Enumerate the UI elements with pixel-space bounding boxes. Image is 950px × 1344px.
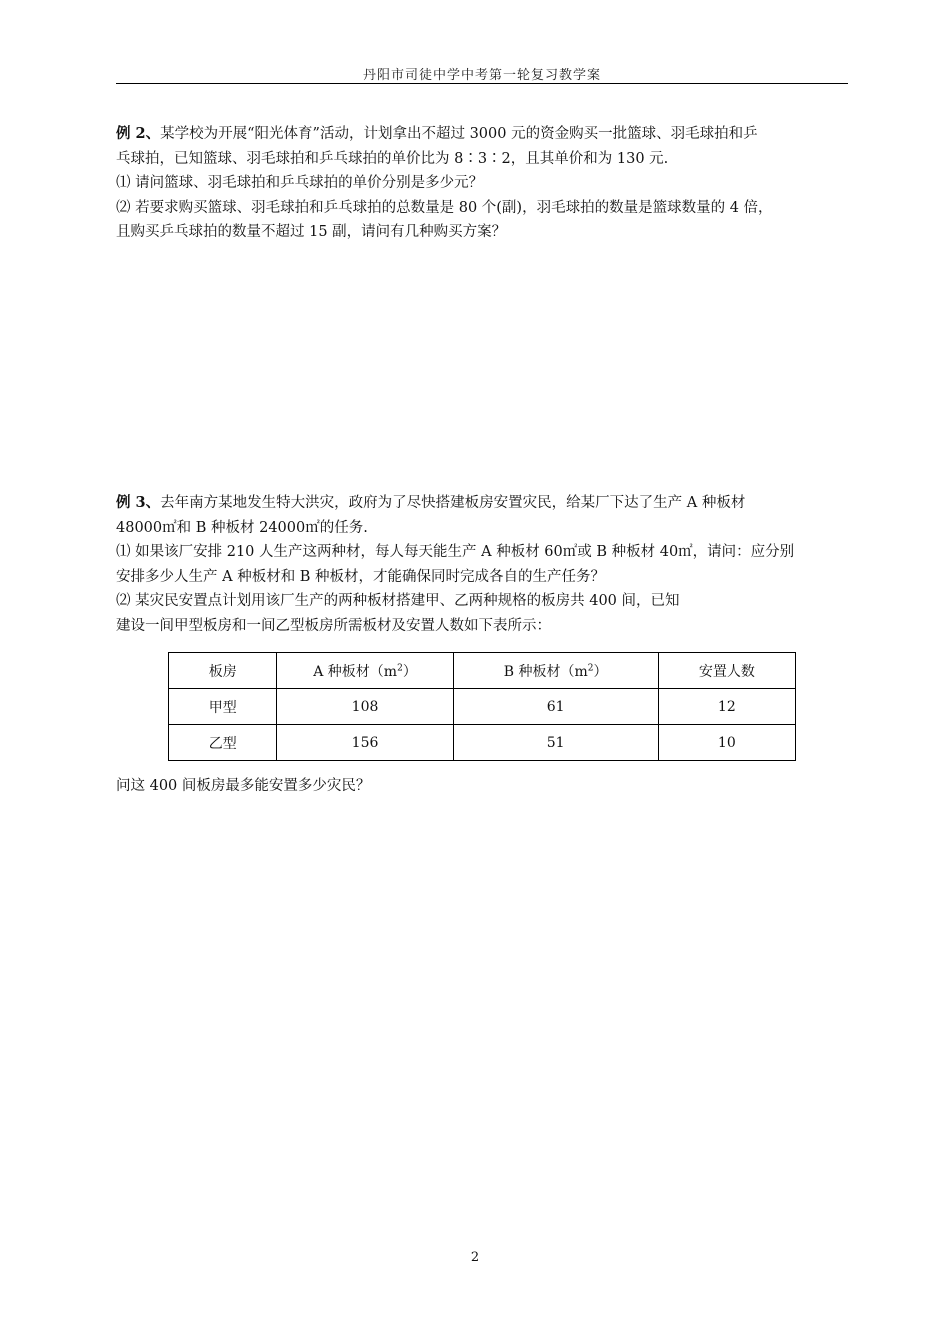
unit-close: ） <box>402 663 417 680</box>
example-2-question-1: ⑴ 请问篮球、羽毛球拍和乒乓球拍的单价分别是多少元？ <box>116 175 484 191</box>
table-cell: 10 <box>658 725 795 761</box>
example-2-label: 例 2、 <box>116 125 161 142</box>
page-number: 2 <box>470 1250 480 1265</box>
table-header-row <box>169 653 796 689</box>
header-text: A 种板材（m <box>313 663 398 680</box>
table-cell: 甲型 <box>169 689 277 725</box>
example-3-question-2-cont: 建设一间甲型板房和一间乙型板房所需板材及安置人数如下表所示： <box>116 617 551 634</box>
example-2-question-2: ⑵ 若要求购买篮球、羽毛球拍和乒乓球拍的总数量是 80 个(副)，羽毛球拍的数量是篮球数量的 4 倍， <box>116 199 773 216</box>
example-3-question-1: ⑴ 如果该厂安排 210 人生产这两种材，每人每天能生产 A 种板材 60㎡或 B 种板材 40㎡，请问：应分别 <box>116 544 795 560</box>
table-row <box>169 725 796 761</box>
table-cell: 61 <box>453 689 658 725</box>
board-house-table <box>168 652 796 761</box>
example-3 <box>116 491 850 638</box>
example-2-line-1 <box>116 122 850 147</box>
table-cell: 12 <box>658 689 795 725</box>
example-3-question-2: ⑵ 某灾民安置点计划用该厂生产的两种板材搭建甲、乙两种规格的板房共 400 间，已知 <box>116 593 680 609</box>
example-2-line-2: 乓球拍，已知篮球、羽毛球拍和乒乓球拍的单价比为 8∶3∶2，且其单价和为 130 元. <box>116 150 669 167</box>
table-cell: 108 <box>277 689 453 725</box>
unit-superscript: 2 <box>397 662 403 673</box>
example-2-question-2-cont: 且购买乒乓球拍的数量不超过 15 副，请问有几种购买方案？ <box>116 224 507 240</box>
page-header-title: 丹阳市司徒中学中考第一轮复习教学案 <box>362 68 601 83</box>
table-header-cell: 安置人数 <box>658 653 795 689</box>
table-header-cell <box>453 653 658 689</box>
example-3-line-2: 48000㎡和 B 种板材 24000㎡的任务. <box>116 519 368 536</box>
table-cell: 51 <box>453 725 658 761</box>
example-3-line-1 <box>116 491 850 516</box>
example-2-text: 某学校为开展“阳光体育”活动，计划拿出不超过 3000 元的资金购买一批篮球、羽毛球拍和乒 <box>160 126 758 142</box>
example-3-question-1-cont: 安排多少人生产 A 种板材和 B 种板材，才能确保同时完成各自的生产任务？ <box>116 568 606 585</box>
example-3-label: 例 3、 <box>116 494 161 511</box>
example-3-text: 去年南方某地发生特大洪灾，政府为了尽快搭建板房安置灾民，给某厂下达了生产 A 种板材 <box>160 495 746 511</box>
unit-close: ） <box>593 663 608 680</box>
unit-superscript: 2 <box>587 662 594 673</box>
table-row <box>169 689 796 725</box>
table-cell: 乙型 <box>169 725 277 761</box>
table-header-cell: 板房 <box>169 653 277 689</box>
table-header-cell <box>277 653 453 689</box>
header-rule <box>116 83 848 84</box>
header-text: B 种板材（m <box>503 663 588 680</box>
table-cell: 156 <box>277 725 453 761</box>
example-2 <box>116 122 850 245</box>
example-3-final-question: 问这 400 间板房最多能安置多少灾民？ <box>116 778 371 794</box>
